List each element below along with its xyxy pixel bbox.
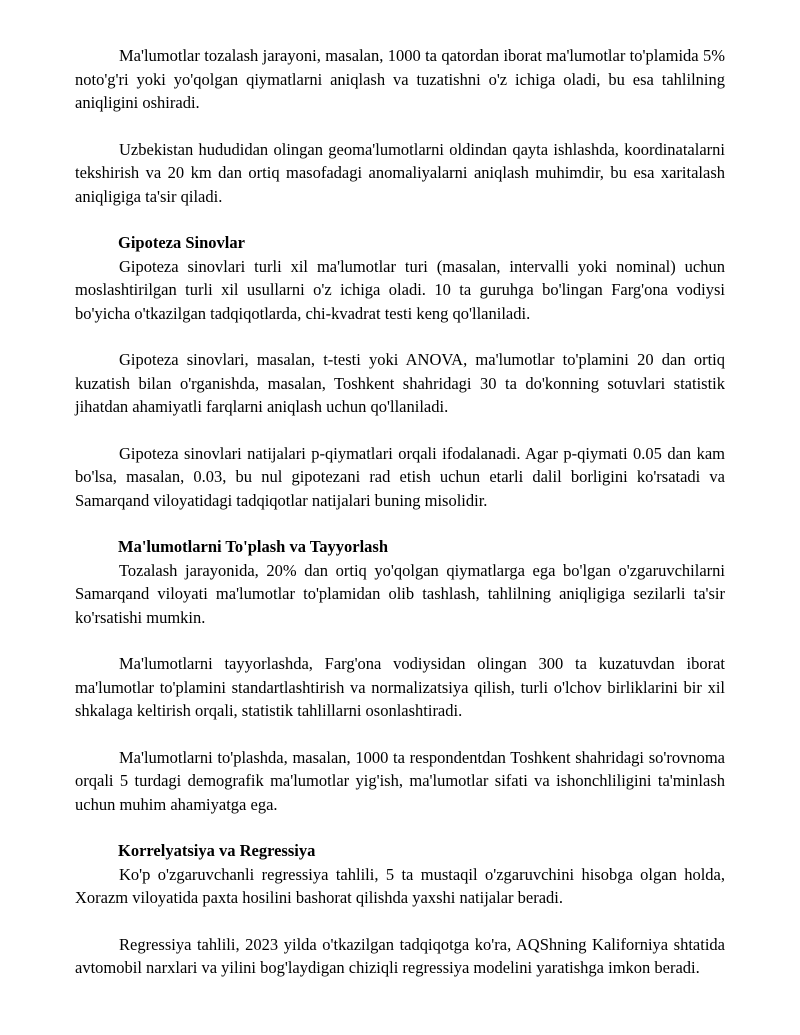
section-heading: Korrelyatsiya va Regressiya (118, 841, 316, 860)
paragraph: Gipoteza sinovlari, masalan, t-testi yoki ANOVA, ma'lumotlar to'plamini 20 dan ortiq kuzatish bilan o'rganishda, masalan, Toshkent shahridagi 30 ta do'konning sotuvlari statistik jihatdan ahamiyatli farqlarni aniqlash uchun qo'llaniladi. (75, 350, 725, 416)
paragraph: Ma'lumotlarni tayyorlashda, Farg'ona vodiysidan olingan 300 ta kuzatuvdan iborat ma'lumotlar to'plamini standartlashtirish va normalizatsiya qilish, turli o'lchov birliklarini bir xil shkalaga keltirish orqali, statistik tahlillarni osonlashtiradi. (75, 654, 725, 720)
paragraph: Ma'lumotlarni to'plashda, masalan, 1000 ta respondentdan Toshkent shahridagi so'rovnoma orqali 5 turdagi demografik ma'lumotlar yig'ish, ma'lumotlar sifati va ishonchliligini ta'minlash uchun muhim ahamiyatga ega. (75, 747, 725, 814)
paragraph: Gipoteza sinovlari natijalari p-qiymatlari orqali ifodalanadi. Agar p-qiymati 0.05 dan kam bo'lsa, masalan, 0.03, bu nul gipotezani rad etish uchun etarli dalil borligini ko'rsatadi va Samarqand viloyatidagi tadqiqotlar natijalari buning misolidir. (75, 443, 725, 510)
section-heading: Ma'lumotlarni To'plash va Tayyorlash (118, 537, 389, 556)
paragraph: Ma'lumotlar tozalash jarayoni, masalan, 1000 ta qatordan iborat ma'lumotlar to'plamida 5% noto'g'ri yoki yo'qolgan qiymatlarni aniqlash va tuzatishni o'z ichiga oladi, bu esa tahlilning aniqligini oshiradi. (75, 46, 725, 112)
paragraph: Ko'p o'zgaruvchanli regressiya tahlili, 5 ta mustaqil o'zgaruvchini hisobga olgan holda, Xorazm viloyatida paxta hosilini bashorat qilishda yaxshi natijalar beradi. (75, 864, 725, 907)
paragraph: Gipoteza sinovlari turli xil ma'lumotlar turi (masalan, intervalli yoki nominal) uchun moslashtirilgan turli xil usullarni o'z ichiga oladi. 10 ta guruhga bo'lingan Farg'ona vodiysi bo'yicha o'tkazilgan tadqiqotlarda, chi-kvadrat testi keng qo'llaniladi. (75, 256, 725, 323)
paragraph: Tozalash jarayonida, 20% dan ortiq yo'qolgan qiymatlarga ega bo'lgan o'zgaruvchilarni Samarqand viloyati ma'lumotlar to'plamidan olib tashlash, tahlilning aniqligiga sezilarli ta'sir ko'rsatishi mumkin. (75, 560, 725, 627)
paragraph: Uzbekistan hududidan olingan geoma'lumotlarni oldindan qayta ishlashda, koordinatalarni tekshirish va 20 km dan ortiq masofadagi anomaliyalarni aniqlash muhimdir, bu esa xaritalash aniqligiga ta'sir qiladi. (75, 139, 725, 206)
section-heading: Gipoteza Sinovlar (118, 233, 245, 252)
paragraph: Regressiya tahlili, 2023 yilda o'tkazilgan tadqiqotga ko'ra, AQShning Kaliforniya shtatida avtomobil narxlari va yilini bog'laydigan chiziqli regressiya modelini yaratishga imkon beradi. (75, 934, 725, 977)
